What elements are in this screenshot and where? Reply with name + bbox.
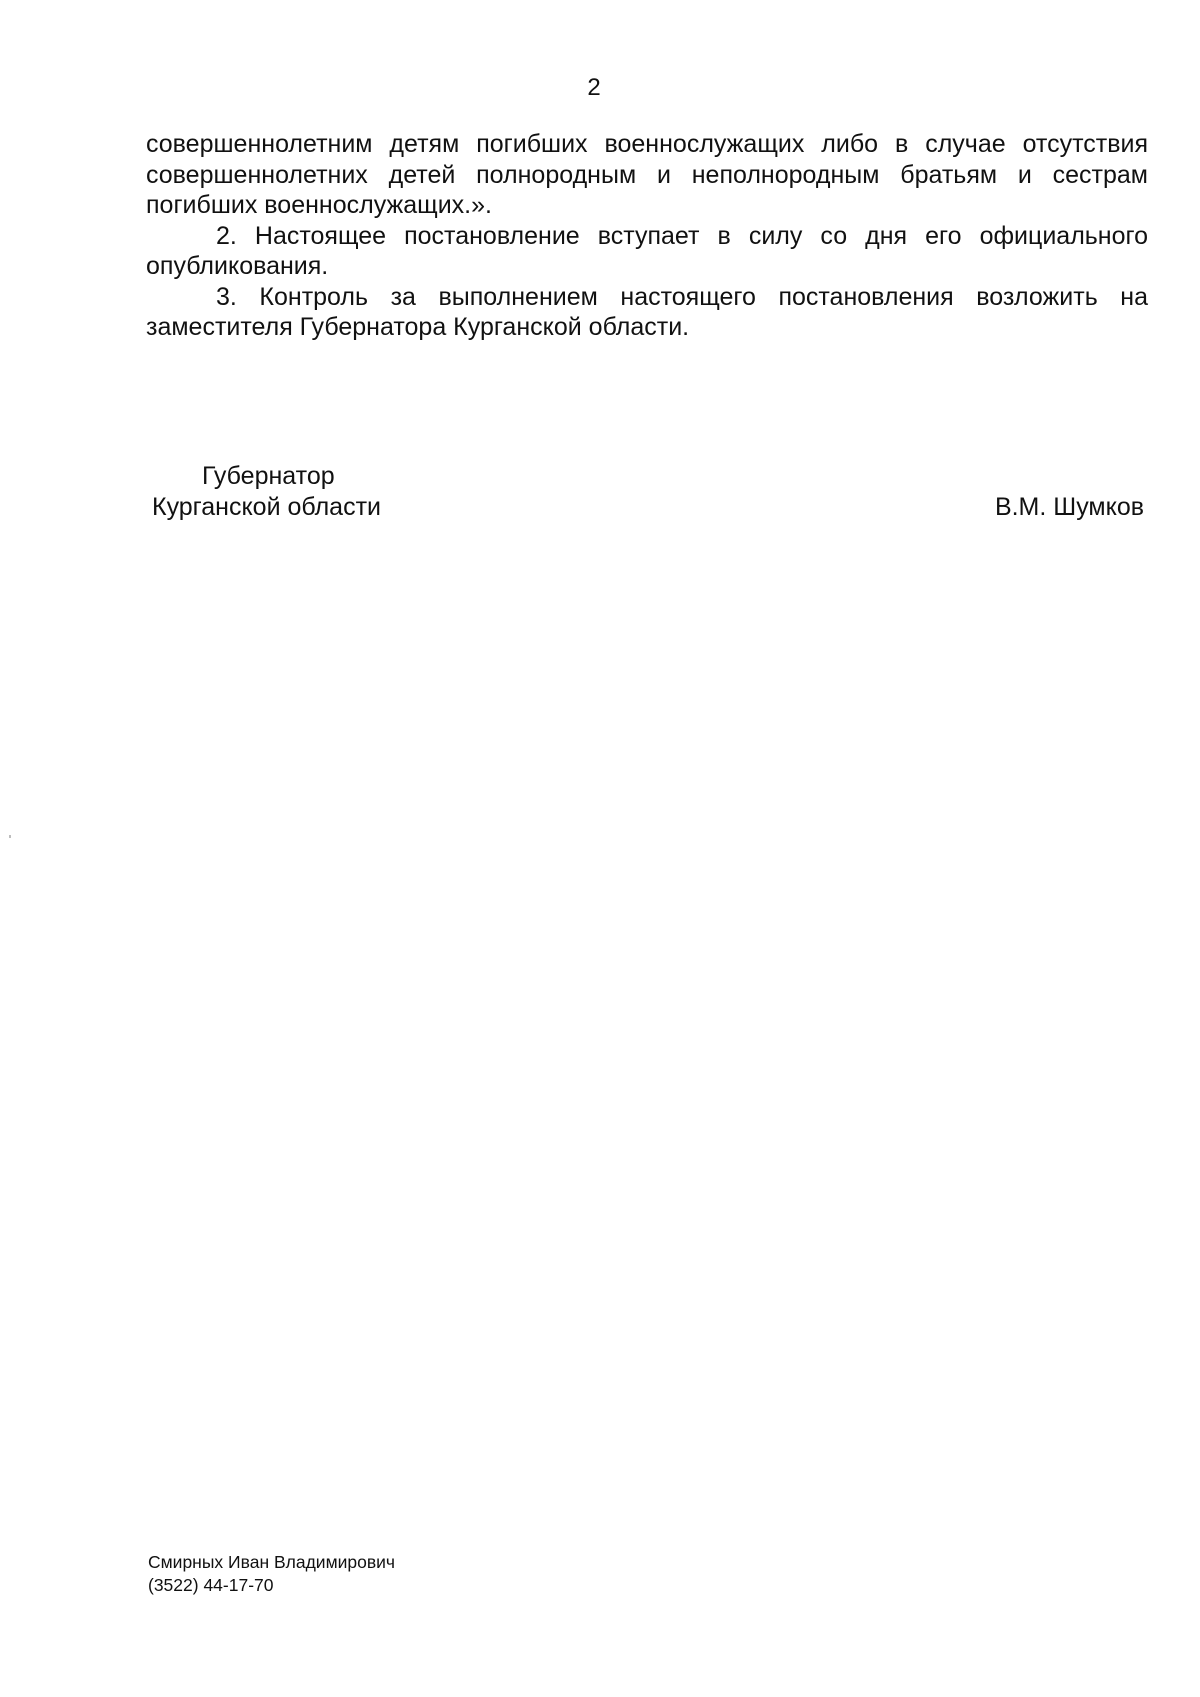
executor-name: Смирных Иван Владимирович <box>148 1552 396 1572</box>
document-body <box>146 129 1148 343</box>
paragraph-2: 2. Настоящее постановление вступает в силу со дня его официального опубликования. <box>146 221 1148 280</box>
executor-block <box>148 1551 395 1597</box>
paragraph-3: 3. Контроль за выполнением настоящего постановления возложить на заместителя Губернатора Курганской области. <box>146 282 1148 341</box>
signatory-position: Губернатор <box>202 462 335 490</box>
signatory-title <box>152 461 381 523</box>
signatory-name: В.М. Шумков <box>994 493 1144 521</box>
executor-phone: (3522) 44-17-70 <box>148 1575 274 1595</box>
paragraph-continuation: совершеннолетним детям погибших военнослужащих либо в случае отсутствия совершеннолетних детей полнородным и неполнородным братьям и сестрам погибших военнослужащих.». <box>146 130 1148 219</box>
scan-artifact <box>9 835 11 838</box>
page-number: 2 <box>587 74 601 101</box>
signatory-region: Курганской области <box>152 493 382 521</box>
